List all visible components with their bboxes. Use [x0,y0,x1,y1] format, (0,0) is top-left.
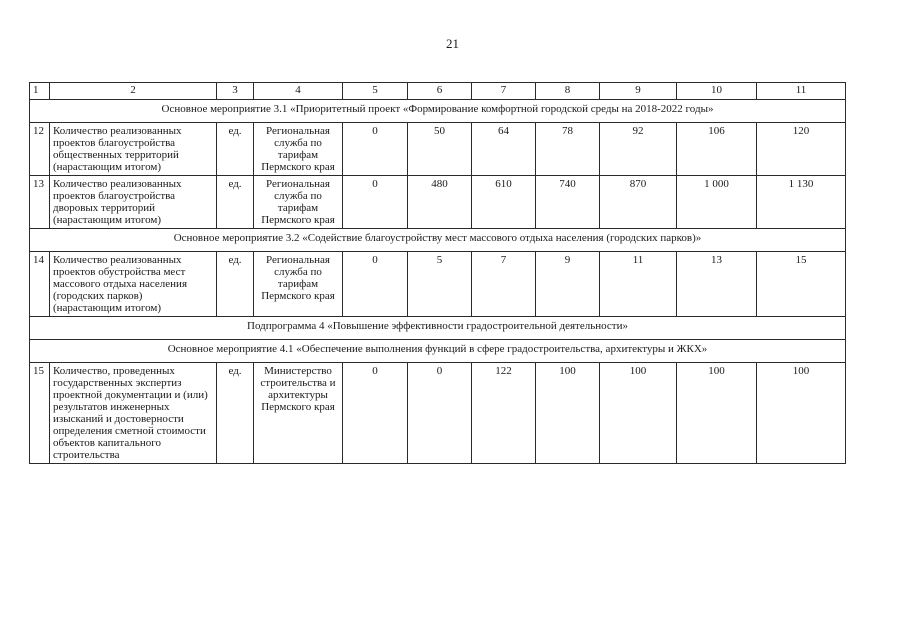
table-row [30,123,846,176]
table-body [30,83,846,464]
indicator-value: 480 [408,176,472,229]
row-number: 12 [30,123,50,176]
responsible-executor: Министерство строительства и архитектуры Пермского края [254,363,343,464]
row-number: 15 [30,363,50,464]
table-row [30,363,846,464]
indicator-value: 0 [408,363,472,464]
column-number-cell: 2 [50,83,217,100]
column-number-cell: 1 [30,83,50,100]
unit-of-measure: ед. [217,363,254,464]
indicator-value: 0 [343,123,408,176]
column-number-cell: 5 [343,83,408,100]
indicator-value: 78 [536,123,600,176]
row-number: 14 [30,252,50,317]
indicator-value: 11 [600,252,677,317]
indicator-value: 122 [472,363,536,464]
section-heading-row [30,317,846,340]
indicator-value: 7 [472,252,536,317]
unit-of-measure: ед. [217,252,254,317]
indicator-value: 92 [600,123,677,176]
indicator-value: 5 [408,252,472,317]
section-heading: Основное мероприятие 4.1 «Обеспечение выполнения функций в сфере градостроительства, архитектуры и ЖКХ» [30,340,846,363]
column-number-cell: 9 [600,83,677,100]
unit-of-measure: ед. [217,123,254,176]
column-number-cell: 10 [677,83,757,100]
column-number-cell: 11 [757,83,846,100]
indicator-value: 13 [677,252,757,317]
indicator-name: Количество реализованных проектов обустройства мест массового отдыха населения (городских парков) (нарастающим итогом) [50,252,217,317]
page-number: 21 [446,36,459,51]
indicator-value: 1 130 [757,176,846,229]
column-number-cell: 4 [254,83,343,100]
indicator-value: 64 [472,123,536,176]
table-row [30,176,846,229]
column-number-cell: 8 [536,83,600,100]
indicator-value: 0 [343,176,408,229]
indicator-value: 9 [536,252,600,317]
responsible-executor: Региональная служба по тарифам Пермского края [254,252,343,317]
section-heading-row [30,340,846,363]
unit-of-measure: ед. [217,176,254,229]
section-heading: Основное мероприятие 3.2 «Содействие благоустройству мест массового отдыха населения (городских парков)» [30,229,846,252]
responsible-executor: Региональная служба по тарифам Пермского края [254,176,343,229]
indicator-value: 120 [757,123,846,176]
indicator-value: 870 [600,176,677,229]
indicator-value: 100 [757,363,846,464]
indicator-name: Количество реализованных проектов благоустройства общественных территорий (нарастающим итогом) [50,123,217,176]
indicator-value: 0 [343,363,408,464]
indicator-value: 1 000 [677,176,757,229]
section-heading: Основное мероприятие 3.1 «Приоритетный проект «Формирование комфортной городской среды на 2018-2022 годы» [30,100,846,123]
indicator-value: 100 [536,363,600,464]
indicator-value: 610 [472,176,536,229]
section-heading-row [30,229,846,252]
indicator-value: 106 [677,123,757,176]
indicator-value: 100 [677,363,757,464]
indicators-table [29,82,846,464]
indicator-name: Количество реализованных проектов благоустройства дворовых территорий (нарастающим итогом) [50,176,217,229]
table-row [30,252,846,317]
indicator-value: 0 [343,252,408,317]
indicator-value: 50 [408,123,472,176]
column-number-cell: 3 [217,83,254,100]
indicator-value: 740 [536,176,600,229]
section-heading-row [30,100,846,123]
section-heading: Подпрограмма 4 «Повышение эффективности градостроительной деятельности» [30,317,846,340]
column-number-cell: 7 [472,83,536,100]
row-number: 13 [30,176,50,229]
responsible-executor: Региональная служба по тарифам Пермского края [254,123,343,176]
indicator-value: 15 [757,252,846,317]
indicator-value: 100 [600,363,677,464]
indicator-name: Количество, проведенных государственных экспертиз проектной документации и (или) результатов инженерных изысканий и достоверности определения сметной стоимости объектов капитального строительства [50,363,217,464]
column-number-cell: 6 [408,83,472,100]
column-numbers-row [30,83,846,100]
